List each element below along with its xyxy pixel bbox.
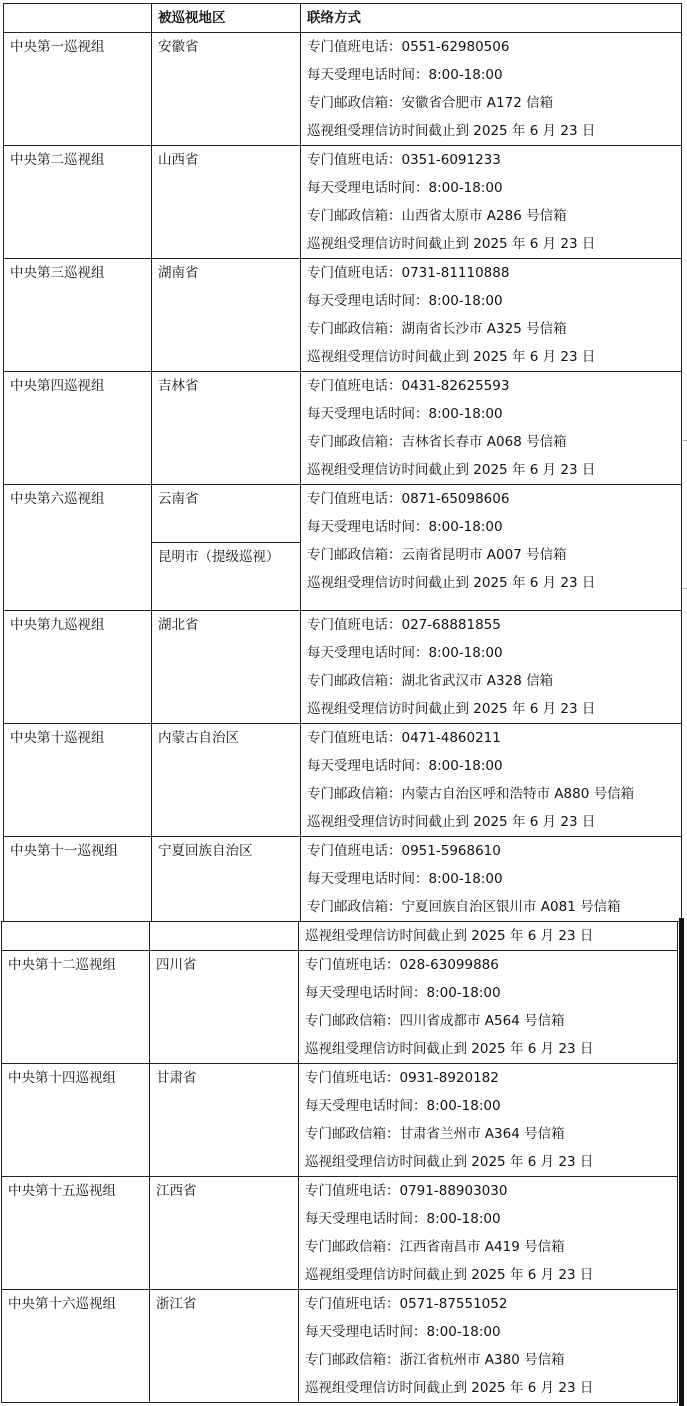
contact-line: 专门邮政信箱：四川省成都市 A564 号信箱 (305, 1013, 565, 1029)
contact-line: 专门值班电话：0471-4860211 (307, 730, 501, 746)
contact-line: 专门值班电话：0431-82625593 (307, 378, 510, 394)
group-cell: 中央第十五巡视组 (2, 1177, 150, 1290)
table-row-continuation (2, 922, 678, 951)
table-row (2, 1177, 678, 1290)
table-row (4, 33, 682, 146)
contact-line: 专门邮政信箱：宁夏回族自治区银川市 A081 号信箱 (307, 899, 621, 915)
region-cell: 江西省 (150, 1177, 299, 1290)
header-contact-cell: 联络方式 (301, 4, 682, 33)
contact-line: 每天受理电话时间：8:00-18:00 (307, 871, 503, 887)
group-cell: 中央第一巡视组 (4, 33, 152, 146)
contact-line: 专门邮政信箱：湖北省武汉市 A328 信箱 (307, 673, 554, 689)
contact-cell (299, 1290, 678, 1403)
contact-line: 专门值班电话：0951-5968610 (307, 843, 501, 859)
scan-tick-mark (683, 588, 687, 589)
region-cell: 山西省 (152, 146, 301, 259)
group-cell: 中央第九巡视组 (4, 611, 152, 724)
group-cell: 中央第六巡视组 (4, 485, 152, 611)
group-cell: 中央第十六巡视组 (2, 1290, 150, 1403)
scan-edge-bar (679, 918, 684, 1406)
region-sub-name: 昆明市（提级巡视） (152, 542, 300, 571)
inspection-table-page-1 (3, 3, 682, 922)
contact-line: 巡视组受理信访时间截止到 2025 年 6 月 23 日 (307, 575, 596, 591)
contact-line: 每天受理电话时间：8:00-18:00 (307, 406, 503, 422)
contact-line: 每天受理电话时间：8:00-18:00 (305, 1324, 501, 1340)
table-row (2, 1290, 678, 1403)
table-header-row (4, 4, 682, 33)
contact-line: 专门值班电话：0791-88903030 (305, 1183, 508, 1199)
contact-line: 巡视组受理信访时间截止到 2025 年 6 月 23 日 (305, 1041, 594, 1057)
contact-cell (301, 485, 682, 611)
contact-line: 专门邮政信箱：湖南省长沙市 A325 号信箱 (307, 321, 567, 337)
contact-line: 专门值班电话：0731-81110888 (307, 265, 510, 281)
contact-line: 专门值班电话：0871-65098606 (307, 491, 510, 507)
table-row (4, 372, 682, 485)
contact-line: 专门值班电话：027-68881855 (307, 617, 501, 633)
contact-line: 巡视组受理信访时间截止到 2025 年 6 月 23 日 (307, 123, 596, 139)
contact-line: 巡视组受理信访时间截止到 2025 年 6 月 23 日 (305, 1154, 594, 1170)
contact-line: 专门值班电话：0351-6091233 (307, 152, 501, 168)
contact-line: 专门值班电话：028-63099886 (305, 957, 499, 973)
contact-cell (299, 951, 678, 1064)
contact-cell (301, 146, 682, 259)
contact-cell (301, 33, 682, 146)
contact-line: 专门值班电话：0571-87551052 (305, 1296, 508, 1312)
contact-line: 每天受理电话时间：8:00-18:00 (307, 293, 503, 309)
contact-line: 专门邮政信箱：安徽省合肥市 A172 信箱 (307, 95, 554, 111)
table-row (4, 485, 682, 611)
contact-line: 专门邮政信箱：吉林省长春市 A068 号信箱 (307, 434, 567, 450)
header-group-cell (4, 4, 152, 33)
contact-line: 巡视组受理信访时间截止到 2025 年 6 月 23 日 (305, 1267, 594, 1283)
region-cell (150, 922, 299, 951)
region-cell: 湖北省 (152, 611, 301, 724)
region-cell (152, 485, 301, 611)
contact-line: 每天受理电话时间：8:00-18:00 (307, 645, 503, 661)
contact-cell (301, 837, 682, 922)
group-cell: 中央第四巡视组 (4, 372, 152, 485)
contact-line: 巡视组受理信访时间截止到 2025 年 6 月 23 日 (299, 922, 678, 951)
table-row (4, 724, 682, 837)
group-cell: 中央第十一巡视组 (4, 837, 152, 922)
region-cell: 宁夏回族自治区 (152, 837, 301, 922)
region-cell: 内蒙古自治区 (152, 724, 301, 837)
table-row (4, 259, 682, 372)
contact-line: 巡视组受理信访时间截止到 2025 年 6 月 23 日 (307, 462, 596, 478)
region-name: 云南省 (158, 491, 199, 507)
contact-cell (299, 1064, 678, 1177)
contact-cell (301, 372, 682, 485)
contact-line: 巡视组受理信访时间截止到 2025 年 6 月 23 日 (307, 349, 596, 365)
region-cell: 吉林省 (152, 372, 301, 485)
contact-cell (301, 724, 682, 837)
header-region-cell: 被巡视地区 (152, 4, 301, 33)
group-cell: 中央第二巡视组 (4, 146, 152, 259)
region-cell: 甘肃省 (150, 1064, 299, 1177)
group-cell: 中央第十巡视组 (4, 724, 152, 837)
contact-line: 巡视组受理信访时间截止到 2025 年 6 月 23 日 (305, 1380, 594, 1396)
contact-line: 专门邮政信箱：甘肃省兰州市 A364 号信箱 (305, 1126, 565, 1142)
region-cell: 四川省 (150, 951, 299, 1064)
contact-cell (299, 1177, 678, 1290)
contact-line: 专门邮政信箱：江西省南昌市 A419 号信箱 (305, 1239, 565, 1255)
contact-line: 每天受理电话时间：8:00-18:00 (307, 67, 503, 83)
group-cell: 中央第三巡视组 (4, 259, 152, 372)
group-cell (2, 922, 150, 951)
group-cell: 中央第十二巡视组 (2, 951, 150, 1064)
contact-line: 专门值班电话：0551-62980506 (307, 39, 510, 55)
region-cell: 湖南省 (152, 259, 301, 372)
scan-tick-mark (683, 440, 687, 441)
contact-line: 每天受理电话时间：8:00-18:00 (305, 1211, 501, 1227)
inspection-table-page-2 (1, 921, 678, 1403)
contact-line: 巡视组受理信访时间截止到 2025 年 6 月 23 日 (307, 701, 596, 717)
contact-line: 专门邮政信箱：山西省太原市 A286 号信箱 (307, 208, 567, 224)
contact-line: 每天受理电话时间：8:00-18:00 (307, 180, 503, 196)
contact-line: 每天受理电话时间：8:00-18:00 (305, 985, 501, 1001)
table-row (4, 837, 682, 922)
contact-cell (301, 259, 682, 372)
contact-line: 每天受理电话时间：8:00-18:00 (305, 1098, 501, 1114)
region-cell: 安徽省 (152, 33, 301, 146)
contact-line: 巡视组受理信访时间截止到 2025 年 6 月 23 日 (307, 814, 596, 830)
contact-line: 每天受理电话时间：8:00-18:00 (307, 758, 503, 774)
group-cell: 中央第十四巡视组 (2, 1064, 150, 1177)
contact-cell (301, 611, 682, 724)
region-cell: 浙江省 (150, 1290, 299, 1403)
table-row (4, 611, 682, 724)
contact-line: 专门值班电话：0931-8920182 (305, 1070, 499, 1086)
table-row (2, 1064, 678, 1177)
contact-line: 专门邮政信箱：内蒙古自治区呼和浩特市 A880 号信箱 (307, 786, 635, 802)
contact-line: 专门邮政信箱：浙江省杭州市 A380 号信箱 (305, 1352, 565, 1368)
contact-line: 每天受理电话时间：8:00-18:00 (307, 519, 503, 535)
contact-line: 专门邮政信箱：云南省昆明市 A007 号信箱 (307, 547, 567, 563)
table-row (4, 146, 682, 259)
contact-line: 巡视组受理信访时间截止到 2025 年 6 月 23 日 (307, 236, 596, 252)
table-row (2, 951, 678, 1064)
